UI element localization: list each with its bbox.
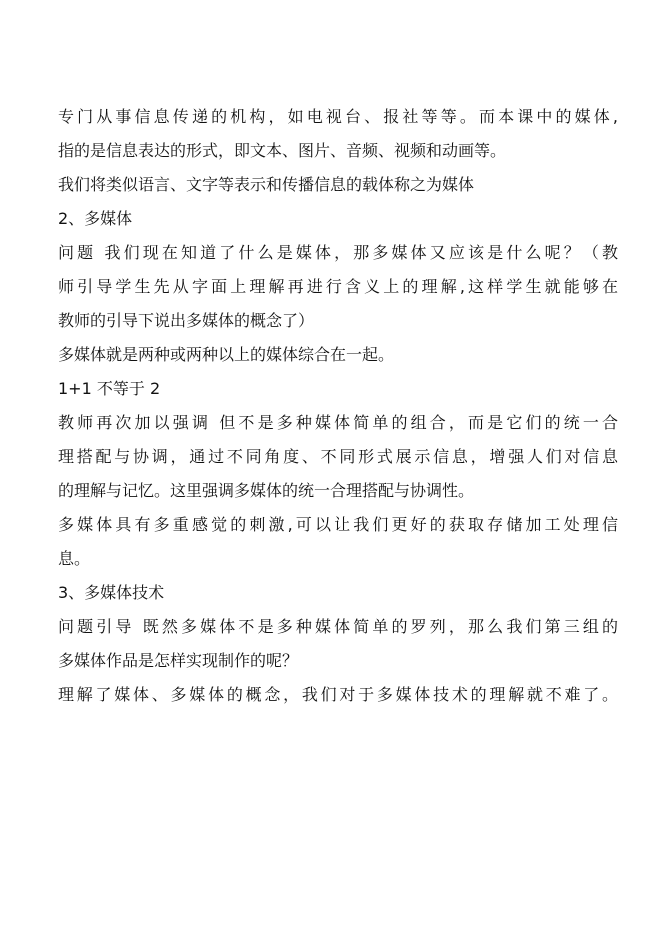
section-heading	[58, 202, 618, 236]
paragraph-line	[58, 304, 618, 338]
paragraph-line	[58, 270, 618, 304]
line-text: 我们将类似语言、文字等表示和传播信息的载体称之为媒体	[58, 175, 475, 194]
paragraph-line	[58, 406, 618, 440]
section-heading	[58, 576, 618, 610]
line-text: 指的是信息表达的形式，即文本、图片、音频、视频和动画等。	[58, 141, 507, 160]
paragraph-line	[58, 100, 618, 134]
line-text: 多媒体具有多重感觉的刺激,可以让我们更好的获取存储加工处理信	[58, 515, 618, 534]
line-text: 理搭配与协调，通过不同角度、不同形式展示信息，增强人们对信息	[58, 447, 618, 466]
paragraph-line	[58, 644, 618, 678]
line-text: 问题 我们现在知道了什么是媒体，那多媒体又应该是什么呢？（教	[58, 243, 618, 262]
line-text: 多媒体就是两种或两种以上的媒体综合在一起。	[58, 345, 395, 364]
paragraph-line	[58, 610, 618, 644]
line-text: 息。	[58, 549, 91, 568]
paragraph-line	[58, 372, 618, 406]
paragraph-line	[58, 678, 618, 712]
paragraph-line	[58, 338, 618, 372]
line-text: 多媒体作品是怎样实现制作的呢？	[58, 651, 299, 670]
document-body	[58, 100, 618, 712]
paragraph-line	[58, 440, 618, 474]
line-text: 专门从事信息传递的机构，如电视台、报社等等。而本课中的媒体,	[58, 107, 618, 126]
heading-text: 3、多媒体技术	[58, 583, 165, 602]
paragraph-line	[58, 542, 618, 576]
line-text: 教师再次加以强调 但不是多种媒体简单的组合，而是它们的统一合	[58, 413, 618, 432]
line-text: 师引导学生先从字面上理解再进行含义上的理解,这样学生就能够在	[58, 277, 618, 296]
line-text: 问题引导 既然多媒体不是多种媒体简单的罗列，那么我们第三组的	[58, 617, 618, 636]
heading-text: 2、多媒体	[58, 209, 133, 228]
line-text: 1+1 不等于 2	[58, 379, 161, 398]
paragraph-line	[58, 168, 618, 202]
paragraph-line	[58, 134, 618, 168]
line-text: 理解了媒体、多媒体的概念，我们对于多媒体技术的理解就不难了。	[58, 685, 618, 704]
paragraph-line	[58, 474, 618, 508]
paragraph-line	[58, 508, 618, 542]
paragraph-line	[58, 236, 618, 270]
line-text: 教师的引导下说出多媒体的概念了）	[58, 311, 315, 330]
line-text: 的理解与记忆。这里强调多媒体的统一合理搭配与协调性。	[58, 481, 475, 500]
